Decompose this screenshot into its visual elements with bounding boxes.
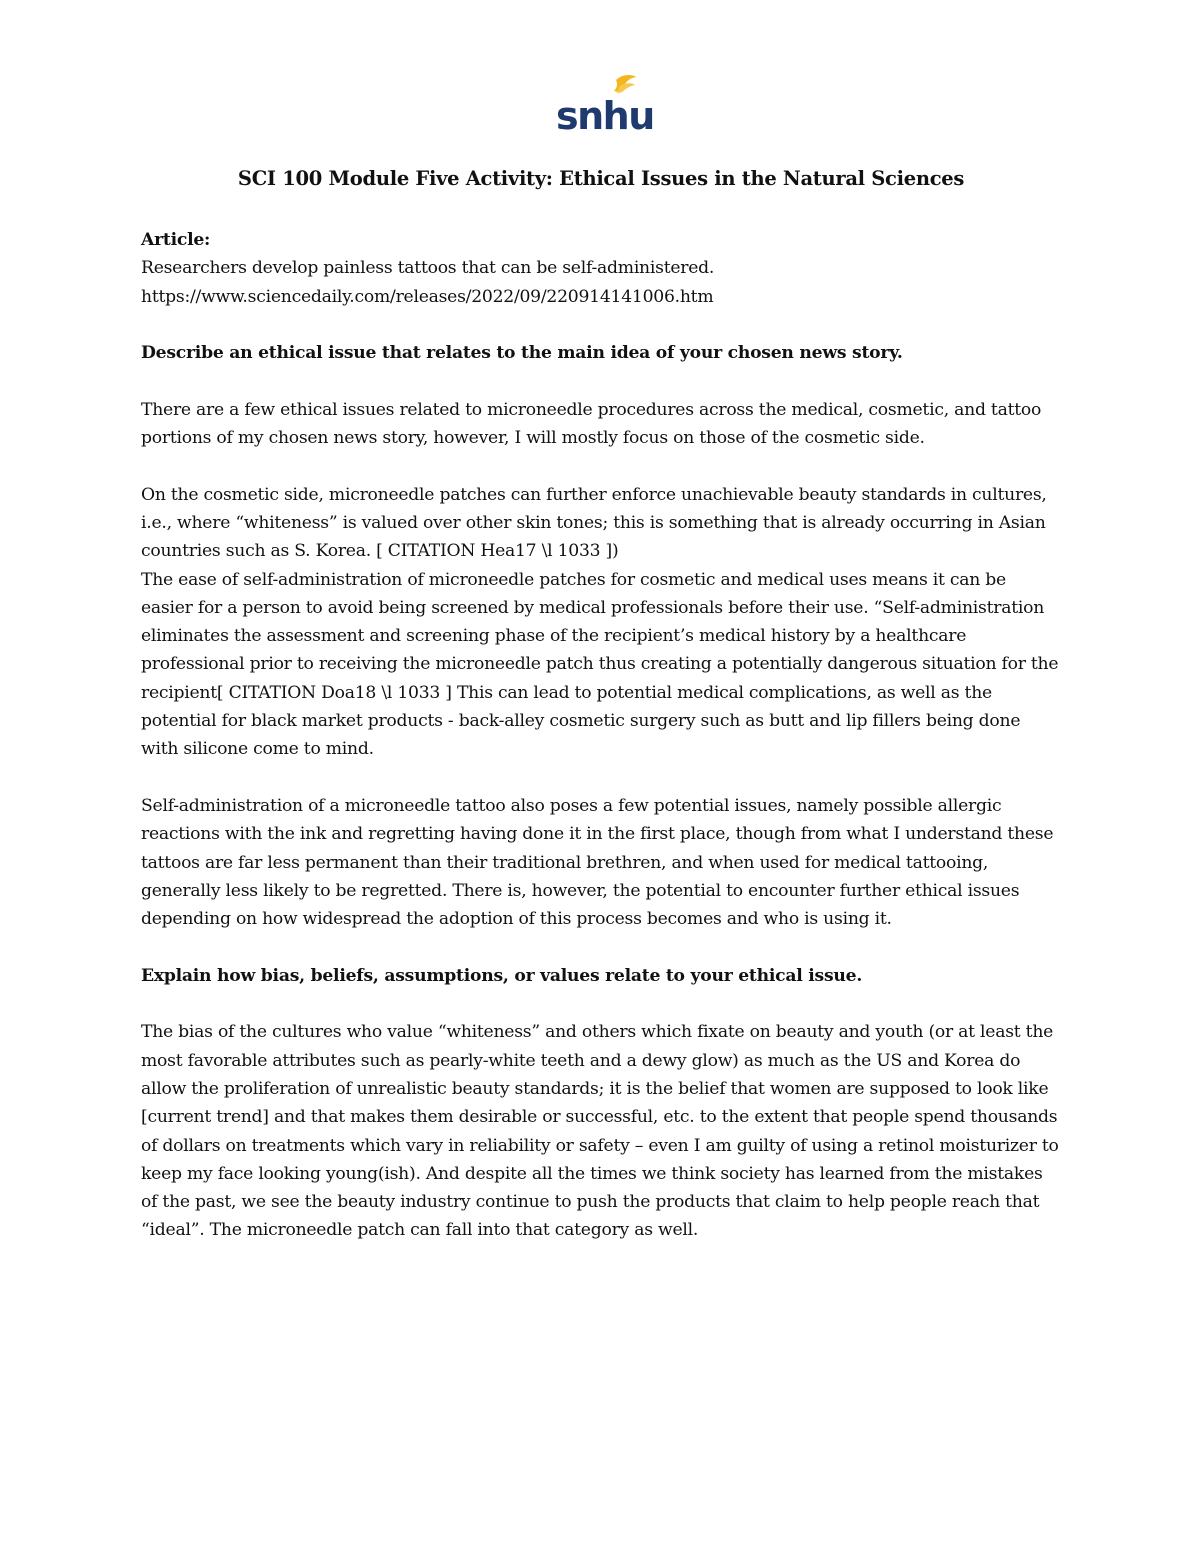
answer-1-paragraph-2: On the cosmetic side, microneedle patches can further enforce unachievable beauty standards in cultures, i.e., where “whiteness” is valued over other skin tones; this is something that is already occurring in Asian countries such as S. Korea. [ CITATION Hea17 \l 1033 ]): [141, 484, 1047, 562]
question-1-prompt: Describe an ethical issue that relates to the main idea of your chosen news story.: [141, 343, 903, 364]
article-headline: Researchers develop painless tattoos that can be self-administered.: [141, 258, 715, 279]
article-label: Article:: [141, 230, 211, 250]
answer-1-paragraph-1: There are a few ethical issues related to microneedle procedures across the medical, cosmetic, and tattoo portions of my chosen news story, however, I will mostly focus on those of the cosmetic side.: [141, 399, 1042, 449]
answer-1-paragraph-3: The ease of self-administration of microneedle patches for cosmetic and medical uses means it can be easier for a person to avoid being screened by medical professionals before their use. “Self-administration eliminates the assessment and screening phase of the recipient’s medical history by a healthcare professional prior to receiving the microneedle patch thus creating a potentially dangerous situation for the recipient[ CITATION Doa18 \l 1033 ] This can lead to potential medical complications, as well as the potential for black market products - back-alley cosmetic surgery such as butt and lip fillers being done with silicone come to mind.: [141, 569, 1059, 760]
answer-2-paragraph-1: The bias of the cultures who value “whiteness” and others which fixate on beauty and youth (or at least the most favorable attributes such as pearly-white teeth and a dewy glow) as much as the US and Korea do allow the proliferation of unrealistic beauty standards; it is the belief that women are supposed to look like [current trend] and that makes them desirable or successful, etc. to the extent that people spend thousands of dollars on treatments which vary in reliability or safety – even I am guilty of using a retinol moisturizer to keep my face looking young(ish). And despite all the times we think society has learned from the mistakes of the past, we see the beauty industry continue to push the products that claim to help people reach that “ideal”. The microneedle patch can fall into that category as well.: [141, 1022, 1059, 1241]
article-url: https://www.sciencedaily.com/releases/2022/09/220914141006.htm: [141, 286, 714, 307]
page-title: SCI 100 Module Five Activity: Ethical Issues in the Natural Sciences: [237, 167, 965, 190]
answer-1-paragraph-4: Self-administration of a microneedle tattoo also poses a few potential issues, namely possible allergic reactions with the ink and regretting having done it in the first place, though from what I understand these tattoos are far less permanent than their traditional brethren, and when used for medical tattooing, generally less likely to be regretted. There is, however, the potential to encounter further ethical issues depending on how widespread the adoption of this process becomes and who is using it.: [141, 795, 1054, 930]
snhu-logo: [556, 72, 654, 138]
question-2-prompt: Explain how bias, beliefs, assumptions, or values relate to your ethical issue.: [141, 965, 863, 986]
svg-text:snhu: snhu: [556, 94, 654, 138]
flame-icon: [614, 75, 636, 93]
document-body: [141, 164, 1061, 1245]
